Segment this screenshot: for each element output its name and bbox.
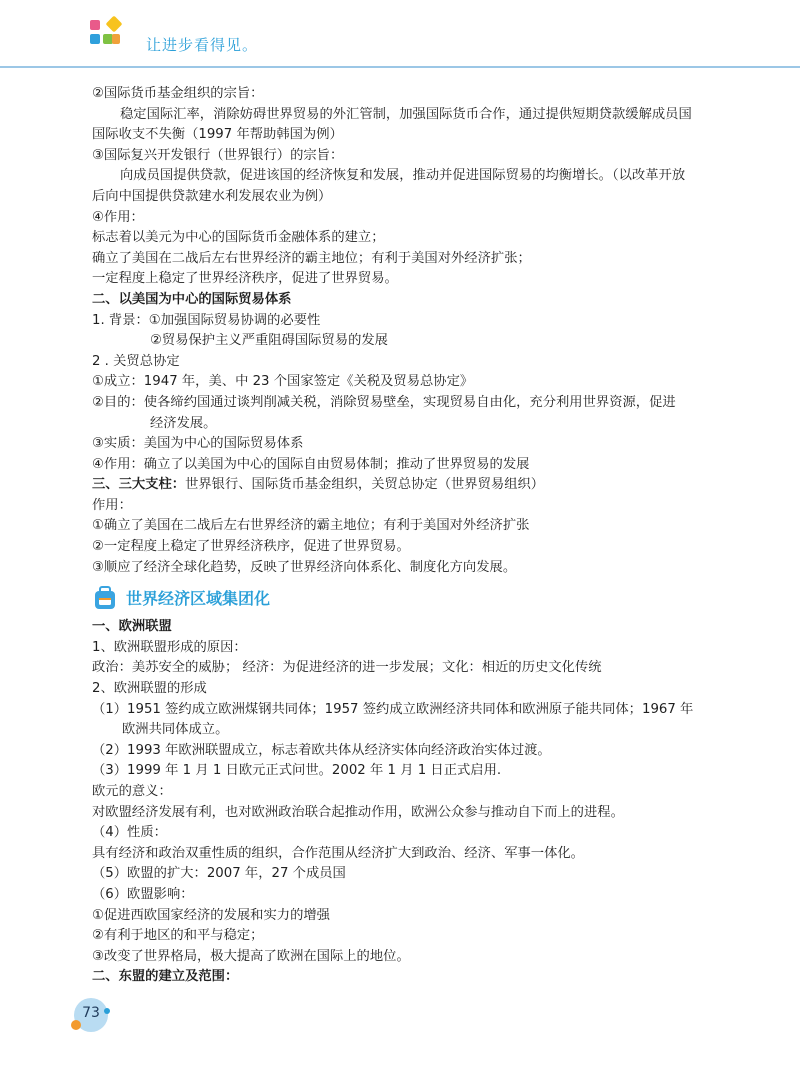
text-line: 稳定国际汇率，消除妨碍世界贸易的外汇管制，加强国际货币合作，通过提供短期贷款缓解成员国: [120, 106, 692, 122]
document-body: [92, 84, 722, 988]
text-line: 一定程度上稳定了世界经济秩序，促进了世界贸易。: [92, 271, 398, 287]
text-line: 2、欧洲联盟的形成: [92, 681, 207, 697]
text-line: （3）1999 年 1 月 1 日欧元正式问世。2002 年 1 月 1 日正式启用.: [92, 763, 502, 779]
text-line: （5）欧盟的扩大：2007 年，27 个成员国: [92, 866, 346, 882]
brand-logo-icon: [90, 20, 124, 54]
section-heading: [92, 579, 722, 617]
logo-square-blue: [90, 34, 100, 44]
text-block-1: [92, 84, 722, 578]
text-line: ③顺应了经济全球化趋势，反映了世界经济向体系化、制度化方向发展。: [92, 559, 517, 575]
text-line: ②国际货币基金组织的宗旨：: [92, 86, 264, 101]
page-number-badge: [74, 998, 108, 1032]
text-line: 向成员国提供贷款，促进该国的经济恢复和发展，推动并促进国际贸易的均衡增长。（以改革开放: [120, 168, 686, 184]
text-line: ③改变了世界格局，极大提高了欧洲在国际上的地位。: [92, 948, 410, 964]
text-line: 对欧盟经济发展有利，也对欧洲政治联合起推动作用，欧洲公众参与推动自下而上的进程。: [92, 804, 624, 820]
text-line: 具有经济和政治双重性质的组织，合作范围从经济扩大到政治、经济、军事一体化。: [92, 845, 584, 861]
text-line: [92, 475, 722, 496]
text-line: ④作用：确立了以美国为中心的国际自由贸易体制；推动了世界贸易的发展: [92, 456, 530, 472]
text-line: 标志着以美元为中心的国际货币金融体系的建立；: [92, 230, 385, 246]
text-line: （1）1951 签约成立欧洲煤钢共同体；1957 签约成立欧洲经济共同体和欧洲原子能共同体；1967 年: [92, 701, 694, 717]
text-line: 欧洲共同体成立。: [122, 722, 229, 738]
text-line: 1. 背景：①加强国际贸易协调的必要性: [92, 312, 321, 328]
header-divider: [0, 66, 800, 68]
text-line: 欧元的意义：: [92, 784, 172, 799]
backpack-icon: [92, 585, 118, 611]
text-line: （2）1993 年欧洲联盟成立，标志着欧共体从经济实体向经济政治实体过渡。: [92, 742, 551, 758]
text-line: 确立了美国在二战后左右世界经济的霸主地位；有利于美国对外经济扩张；: [92, 250, 531, 266]
page-number: 73: [82, 1005, 100, 1021]
text-line: 一、欧洲联盟: [92, 619, 172, 635]
decor-dot-orange: [71, 1020, 81, 1030]
text-line: ④作用：: [92, 209, 144, 225]
text-line: ②有利于地区的和平与稳定；: [92, 928, 264, 944]
text-line: ③国际复兴开发银行（世界银行）的宗旨：: [92, 147, 344, 163]
text-line: ②贸易保护主义严重阻碍国际贸易的发展: [150, 333, 388, 349]
page-header: [0, 0, 800, 68]
text-line: 作用：: [92, 497, 132, 513]
text-line: 后向中国提供贷款建水利发展农业为例）: [92, 188, 332, 204]
logo-square-yellow: [106, 16, 123, 33]
text-line: 经济发展。: [150, 415, 217, 431]
text-line: （4）性质：: [92, 825, 167, 841]
text-line: 二、东盟的建立及范围：: [92, 969, 239, 985]
text-line: ②一定程度上稳定了世界经济秩序，促进了世界贸易。: [92, 539, 410, 555]
header-slogan: 让进步看得见。: [146, 36, 259, 54]
text-line: ①成立：1947 年，美、中 23 个国家签定《关税及贸易总协定》: [92, 374, 474, 390]
text-line: ①确立了美国在二战后左右世界经济的霸主地位；有利于美国对外经济扩张: [92, 518, 530, 534]
text-line: 1、欧洲联盟形成的原因：: [92, 639, 247, 655]
section-title: 世界经济区域集团化: [126, 589, 271, 609]
logo-square-orange: [112, 34, 120, 44]
text-line: ②目的：使各缔约国通过谈判削减关税，消除贸易壁垒，实现贸易自由化，充分利用世界资源，促进: [92, 394, 676, 410]
text-line: （6）欧盟影响：: [92, 886, 194, 902]
text-block-2: [92, 617, 722, 988]
bold-prefix: 三、三大支柱：: [92, 477, 186, 493]
text-line: 2 . 关贸总协定: [92, 353, 180, 369]
text-line: ①促进西欧国家经济的发展和实力的增强: [92, 907, 330, 923]
text-line: 政治：美苏安全的威胁； 经济：为促进经济的进一步发展；文化：相近的历史文化传统: [92, 660, 602, 676]
text-line: 国际收支不失衡（1997 年帮助韩国为例）: [92, 127, 343, 143]
line-rest: 世界银行、国际货币基金组织，关贸总协定（世界贸易组织）: [185, 477, 545, 493]
logo-square-pink: [90, 20, 100, 30]
text-line: ③实质：美国为中心的国际贸易体系: [92, 436, 304, 452]
text-line: 二、以美国为中心的国际贸易体系: [92, 291, 292, 307]
